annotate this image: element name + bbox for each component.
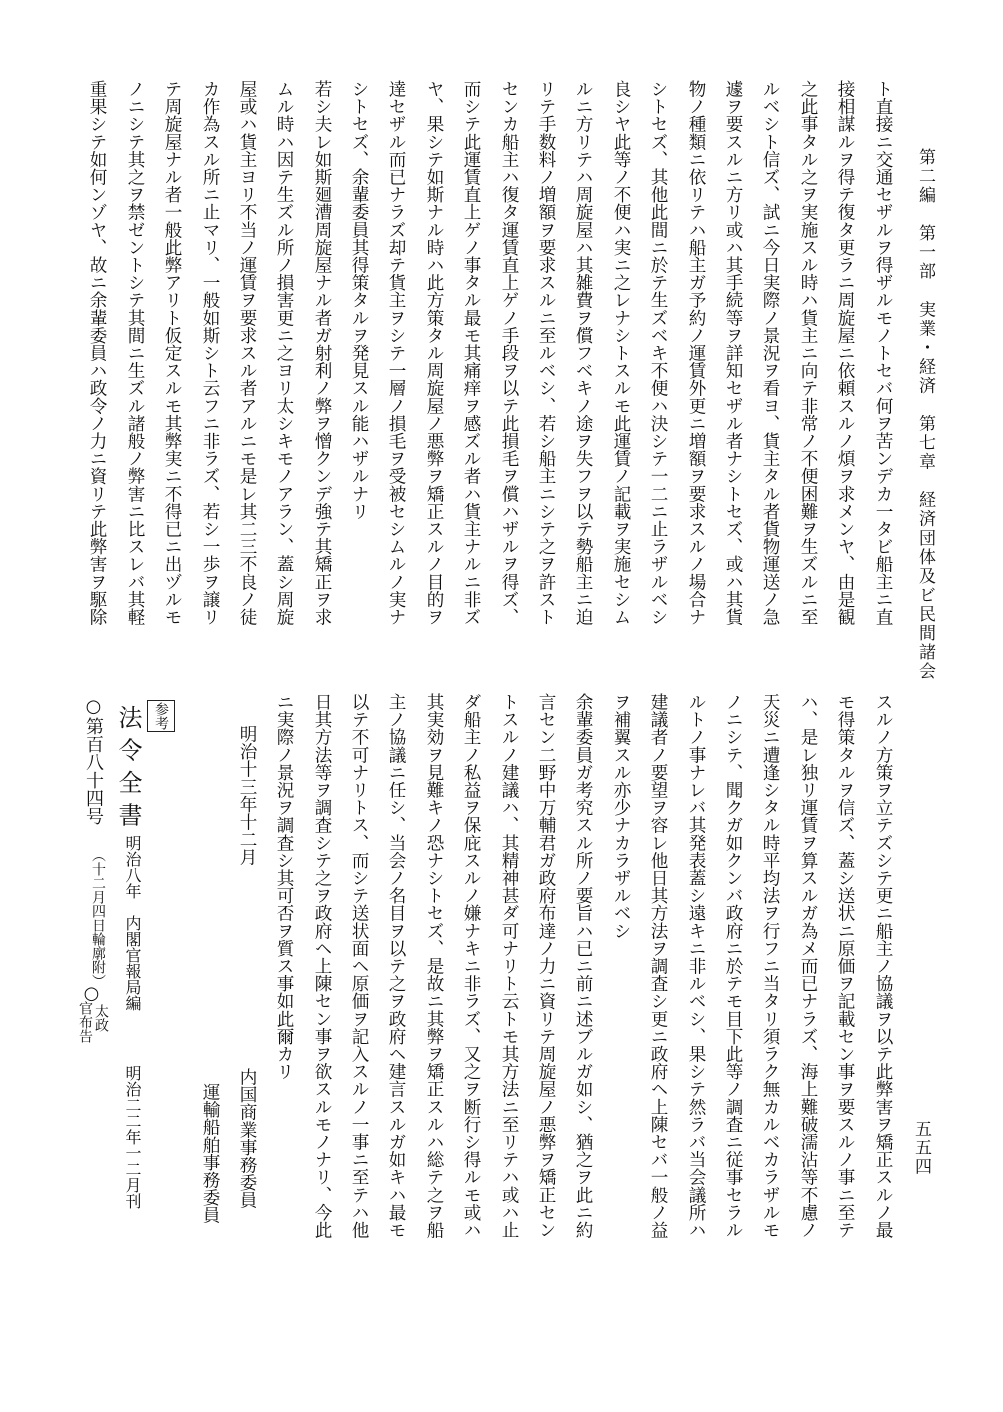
text-line: ルトノ事ナレバ其発表蓋シ遠キニ非ルベシ、果シテ然ラバ当会議所ハ — [686, 693, 706, 1239]
text-line: モ得策タルヲ信ズ、蓋シ送状ニ原価ヲ記載セン事ヲ要スルノ事ニ至テ — [835, 693, 855, 1239]
text-line: ヲ補翼スル亦少ナカラザルベシ — [611, 693, 631, 940]
text-line: 余輩委員ガ考究スル所ノ要旨ハ已ニ前ニ述ブルガ如シ、猶之ヲ此ニ約 — [573, 693, 593, 1239]
text-line: センカ船主ハ復タ運賃直上ゲノ手段ヲ以テ此損毛ヲ償ハザルヲ得ズ、 — [499, 80, 519, 626]
page-number: 五五四 — [911, 1120, 931, 1177]
text-line: 言セン二野中万輔君ガ政府布達ノ力ニ資リテ周旋屋ノ悪弊ヲ矯正セン — [536, 693, 556, 1239]
text-line: 其実効ヲ見難キノ恐ナシトセズ、是故ニ其弊ヲ矯正スルハ総テ之ヲ船 — [424, 693, 444, 1239]
issuer-bottom: 官布告 — [77, 1001, 93, 1043]
text-line: 物ノ種類ニ依リテハ船主ガ予約ノ運賃外更ニ増額ヲ要求スルノ場合ナ — [686, 80, 706, 626]
decree-note: （十二月四日輪廓附） — [90, 848, 106, 988]
running-header: 第二編 第一部 実業・経済 第七章 経済団体及ビ民間諸会 — [915, 148, 935, 682]
reference-label: 参考 — [147, 700, 175, 732]
text-line: 天災ニ遭逢シタル時平均法ヲ行フニ当タリ須ラク無カルベカラザルモ — [760, 693, 780, 1239]
text-line: ト直接ニ交通セザルヲ得ザルモノトセバ何ヲ苦ンデカ一タビ船主ニ直 — [873, 80, 893, 626]
reference-book-meta: 明治八年 内閣官報局編 — [123, 835, 142, 1011]
text-line: ルニ方リテハ周旋屋ハ其雑費ヲ償フベキノ途ヲ失フヲ以テ勢船主ニ迫 — [573, 80, 593, 626]
text-line: 以テ不可ナリトス、而シテ送状面ヘ原価ヲ記入スルノ一事ニ至テハ他 — [349, 693, 369, 1239]
text-line: シトセズ、其他此間ニ於テ生ズベキ不便ハ決シテ一二ニ止ラザルベシ — [648, 80, 668, 626]
text-line: ノニシテ、聞クガ如クンバ政府ニ於テモ目下此等ノ調査ニ従事セラル — [723, 693, 743, 1239]
text-line: リテ手数料ノ増額ヲ要求スルニ至ルベシ、若シ船主ニシテ之ヲ許スト — [536, 80, 556, 626]
signer-shipping-committee: 運輸船舶事務委員 — [200, 1083, 220, 1224]
text-line: 重果シテ如何ンゾヤ、故ニ余輩委員ハ政令ノ力ニ資リテ此弊害ヲ駆除 — [87, 80, 107, 626]
text-line: カ作為スル所ニ止マリ、一般如斯シト云フニ非ラズ、若シ一歩ヲ譲リ — [200, 80, 220, 626]
text-line: 良シヤ此等ノ不便ハ実ニ之レナシトスルモ此運賃ノ記載ヲ実施セシム — [611, 80, 631, 626]
text-line: ノニシテ其之ヲ禁ゼントシテ其間ニ生ズル諸般ノ弊害ニ比スレバ其軽 — [125, 80, 145, 626]
text-line: 遽ヲ要スルニ方リ或ハ其手続等ヲ詳知セザル者ナシトセズ、或ハ其貨 — [723, 80, 743, 626]
reference-book-date: 明治二二年一二月刊 — [123, 1065, 142, 1209]
decree-number: ○第百八十四号 — [83, 696, 104, 825]
text-line: スルノ方策ヲ立テズシテ更ニ船主ノ協議ヲ以テ此弊害ヲ矯正スルノ最 — [873, 693, 893, 1239]
text-line: 之此事タル之ヲ実施スル時ハ貨主ニ向テ非常ノ不便困難ヲ生ズルニ至 — [798, 80, 818, 626]
text-line: 達セザル而已ナラズ却テ貨主ヲシテ一層ノ損毛ヲ受被セシムルノ実ナ — [386, 80, 406, 626]
text-line: 接相謀ルヲ得テ復タ更ラニ周旋屋ニ依頼スルノ煩ヲ求メンヤ、由是観 — [835, 80, 855, 626]
text-line: 屋或ハ貨主ヨリ不当ノ運賃ヲ要求スル者アルニモ是レ其二三不良ノ徒 — [237, 80, 257, 626]
closing-date: 明治十三年十二月 — [237, 725, 257, 866]
text-line: シトセズ、余輩委員其得策タルヲ発見スル能ハザルナリ — [349, 80, 369, 520]
reference-book-title: 法令全書 — [114, 705, 142, 835]
text-line: ムル時ハ因テ生ズル所ノ損害更ニ之ヨリ太シキモノアラン、蓋シ周旋 — [274, 80, 294, 626]
issuer-marker: ○ — [81, 983, 102, 1004]
text-line: 日其方法等ヲ調査シテ之ヲ政府ヘ上陳セン事ヲ欲スルモノナリ、今此 — [312, 693, 332, 1239]
signer-commerce-committee: 内国商業事務委員 — [237, 1068, 257, 1209]
text-line: 而シテ此運賃直上ゲノ事タル最モ其痛痒ヲ感ズル者ハ貨主ナルニ非ズ — [461, 80, 481, 626]
text-line: ルベシト信ズ、試ニ今日実際ノ景況ヲ看ヨ、貨主タル者貨物運送ノ急 — [760, 80, 780, 626]
text-line: ヤ、果シテ如斯ナル時ハ此方策タル周旋屋ノ悪弊ヲ矯正スルノ目的ヲ — [424, 80, 444, 626]
text-line: 主ノ協議ニ任シ、当会ノ名目ヲ以テ之ヲ政府ヘ建言スルガ如キハ最モ — [386, 693, 406, 1239]
text-line: ダ船主ノ私益ヲ保庇スルノ嫌ナキニ非ラズ、又之ヲ断行シ得ルモ或ハ — [461, 693, 481, 1239]
text-line: ハ、是レ独リ運賃ヲ算スルガ為メ而已ナラズ、海上難破濡沾等不慮ノ — [798, 693, 818, 1239]
text-line: 建議者ノ要望ヲ容レ他日其方法ヲ調査シ更ニ政府ヘ上陳セバ一般ノ益 — [648, 693, 668, 1239]
text-line: トスルノ建議ハ、其精神甚ダ可ナリト云トモ其方法ニ至リテハ或ハ止 — [499, 693, 519, 1239]
text-line: テ周旋屋ナル者一般此弊アリト仮定スルモ其弊実ニ不得已ニ出ヅルモ — [162, 80, 182, 626]
text-line: 若シ夫レ如斯廻漕周旋屋ナル者ガ射利ノ弊ヲ憎クンデ強テ其矯正ヲ求 — [312, 80, 332, 626]
issuer-top: 太政 — [93, 1004, 109, 1032]
text-line: ニ実際ノ景況ヲ調査シ其可否ヲ質ス事如此爾カリ — [274, 693, 294, 1081]
